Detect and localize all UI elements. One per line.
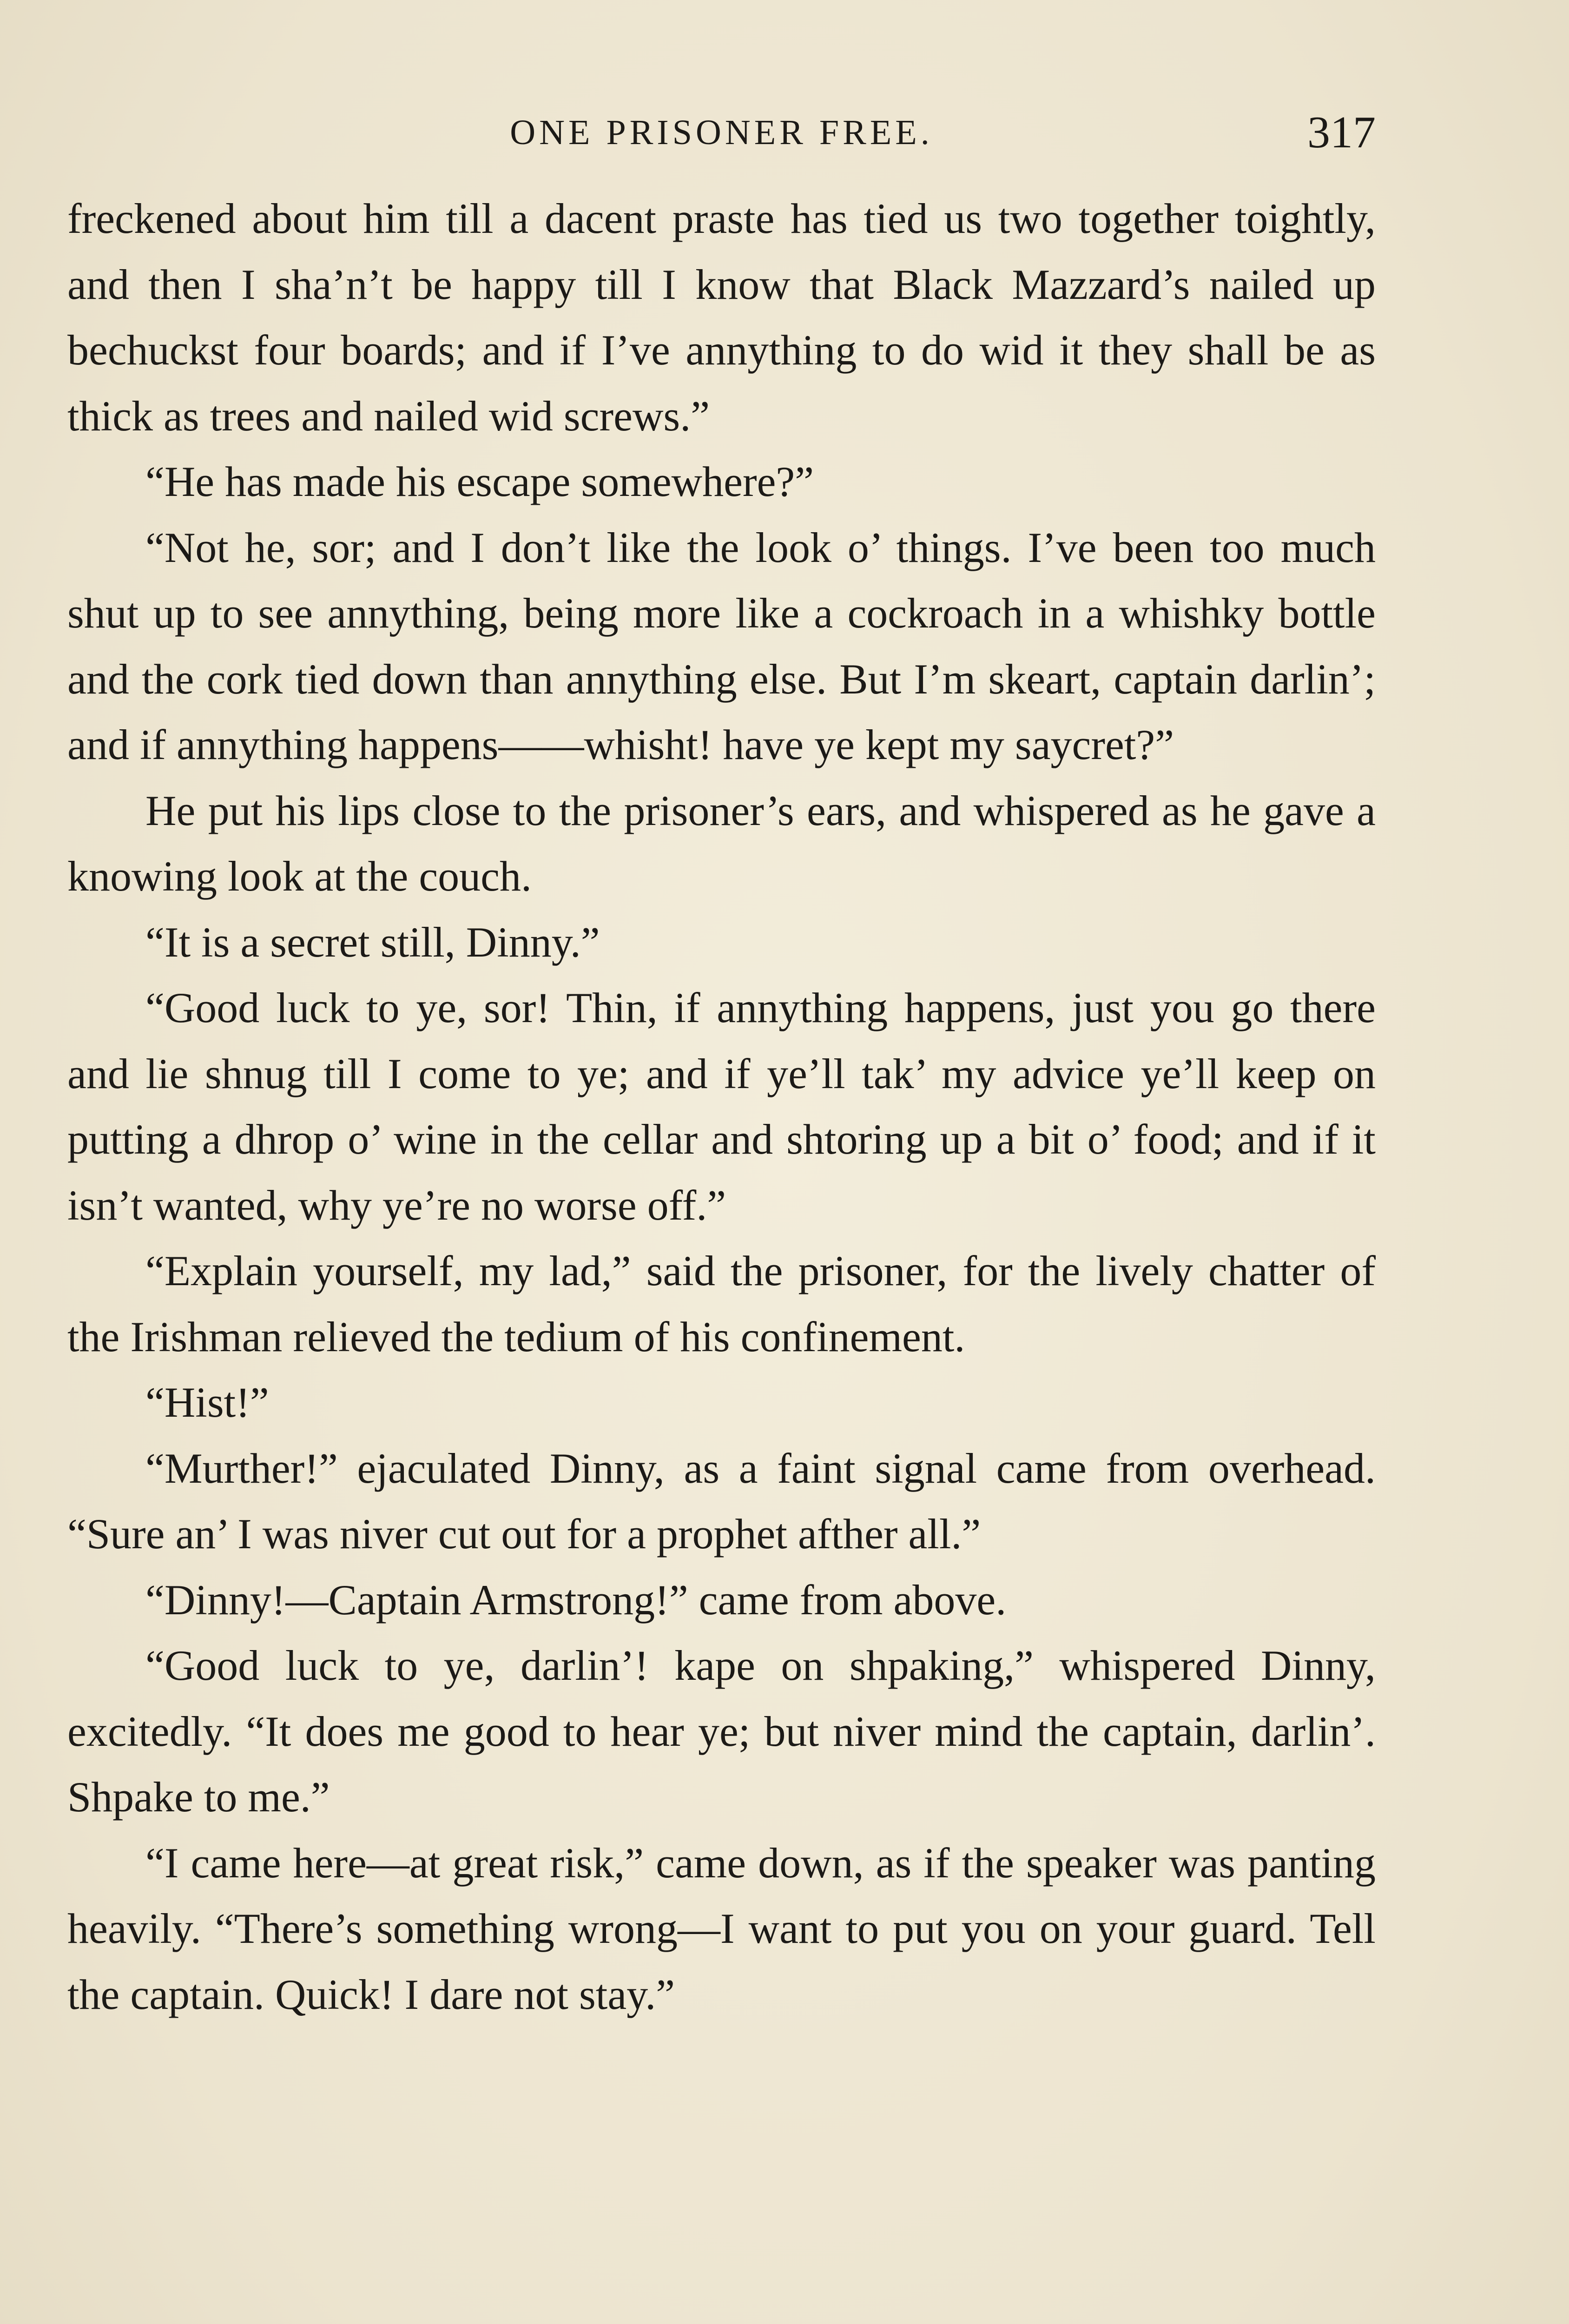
paragraph: “He has made his escape somewhere?” <box>145 458 814 505</box>
body-text <box>67 186 1376 2027</box>
paragraph: “It is a secret still, Dinny.” <box>145 918 600 966</box>
paragraph: “Dinny!—Captain Armstrong!” came from above. <box>145 1576 1007 1624</box>
paragraph: “Not he, sor; and I don’t like the look o’ things. I’ve been too much shut up to see annything, being more like a cockroach in a whishky bottle and the cork tied down than annything else. But I’m skeart, captain darlin’; and if annything happens——whisht! have ye kept my saycret?” <box>67 523 1376 768</box>
paragraph: “Explain yourself, my lad,” said the prisoner, for the lively chatter of the Irishman relieved the tedium of his confinement. <box>67 1247 1376 1360</box>
page-header <box>67 100 1376 165</box>
paragraph: “Hist!” <box>145 1379 269 1426</box>
paragraph: “Good luck to ye, sor! Thin, if annything happens, just you go there and lie shnug till I come to ye; and if ye’ll tak’ my advice ye’ll keep on putting a dhrop o’ wine in the cellar and shtoring up a bit o’ food; and if it isn’t wanted, why ye’re no worse off.” <box>67 984 1376 1229</box>
page-number: 317 <box>1307 107 1376 158</box>
paragraph: freckened about him till a dacent praste has tied us two together toightly, and then I sha’n’t be happy till I know that Black Mazzard’s nailed up bechuckst four boards; and if I’ve annything to do wid it they shall be as thick as trees and nailed wid screws.” <box>67 195 1376 440</box>
paragraph: “I came here—at great risk,” came down, as if the speaker was panting heavily. “There’s something wrong—I want to put you on your guard. Tell the captain. Quick! I dare not stay.” <box>67 1839 1376 2018</box>
paragraph: He put his lips close to the prisoner’s ears, and whispered as he gave a knowing look at the couch. <box>67 786 1376 900</box>
paragraph: “Murther!” ejaculated Dinny, as a faint signal came from overhead. “Sure an’ I was niver cut out for a prophet afther all.” <box>67 1444 1376 1558</box>
running-head: ONE PRISONER FREE. <box>510 113 933 152</box>
paragraph: “Good luck to ye, darlin’! kape on shpaking,” whispered Dinny, excitedly. “It does me good to hear ye; but niver mind the captain, darlin’. Shpake to me.” <box>67 1642 1376 1821</box>
